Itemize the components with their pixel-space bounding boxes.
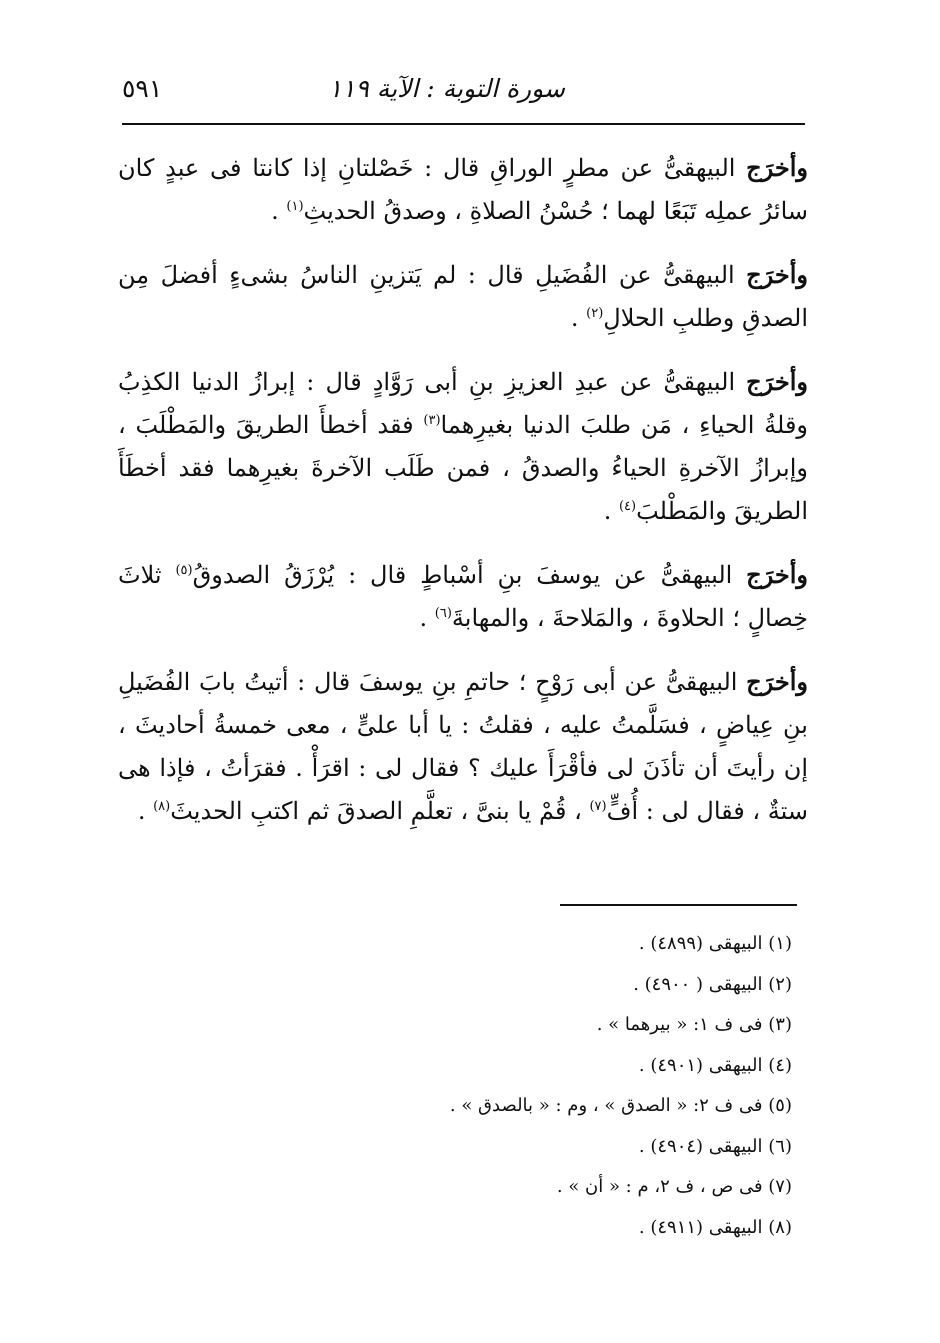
footnote-7: (٧) فى ص ، ف ٢، م : « أن » . — [556, 1176, 792, 1197]
footnote-6: (٦) البيهقى (٤٩٠٤) . — [638, 1135, 792, 1157]
paragraph-text: البيهقىُّ عن يوسفَ بنِ أسْباطٍ قال : يُرْزَقُ الصدوقُ — [192, 561, 747, 589]
paragraph-lead: وأخرَج — [746, 367, 808, 396]
footnotes — [300, 924, 792, 1248]
footnote-ref-3[interactable]: (٣) — [423, 413, 441, 428]
footnote-2: (٢) البيهقى ( ٤٩٠٠) . — [633, 973, 792, 995]
paragraph-text-continued: ، قُمْ يا بنىَّ ، تعلَّمِ الصدقَ ثم اكتبِ الحديثَ — [170, 797, 590, 825]
paragraph-4 — [118, 553, 808, 640]
footnote-ref-8[interactable]: (٨) — [153, 799, 171, 814]
page-header — [122, 68, 805, 120]
paragraph-text: البيهقىُّ عن مطرٍ الوراقِ قال : خَصْلتانِ إذا كانتا فى عبدٍ كان سائرُ عملِه تَبَعًا لهما ؛ حُسْنُ الصلاةِ ، وصدقُ الحديثِ — [118, 154, 808, 225]
footnote-1: (١) البيهقى (٤٨٩٩) . — [638, 933, 792, 954]
paragraph-tail: . — [271, 197, 287, 225]
paragraph-lead: وأخرَج — [746, 667, 808, 696]
paragraph-lead: وأخرَج — [746, 153, 808, 182]
paragraph-text: البيهقىُّ عن أبى رَوْحٍ ؛ حاتمِ بنِ يوسفَ قال : أتيتُ بابَ الفُضَيلِ بنِ عِياضٍ ، فسَلَّمتُ عليه ، فقلتُ : يا أبا علىٍّ ، معى خمسةُ أحاديثَ ، إن رأيتَ أن تأذَنَ لى فأقْرَأَ عليك ؟ فقال لى : اقرَأْ . فقرَأتُ ، فإذا هى ستةٌ ، فقال لى : أُفٍّ — [118, 668, 808, 825]
paragraph-text-continued: ثلاثَ خِصالٍ ؛ الحلاوةَ ، والمَلاحةَ ، والمهابةَ — [118, 561, 808, 632]
footnote-ref-2[interactable]: (٢) — [586, 306, 604, 321]
paragraph-tail: . — [570, 304, 587, 332]
header-rule — [122, 123, 805, 125]
paragraph-tail: . — [603, 497, 619, 525]
footnote-ref-5[interactable]: (٥) — [175, 563, 193, 578]
page-number: ٥٩١ — [122, 74, 163, 103]
footnote-ref-7[interactable]: (٧) — [589, 799, 607, 814]
footnote-ref-6[interactable]: (٦) — [434, 606, 452, 621]
paragraph-3 — [118, 360, 808, 533]
footnote-8: (٨) البيهقى (٤٩١١) . — [638, 1216, 792, 1238]
paragraph-2 — [118, 253, 808, 340]
footnote-3: (٣) فى ف ١: « بيرهما » . — [596, 1014, 792, 1035]
paragraph-text-continued: فقد أخطأَ الطريقَ والمَطْلَبَ ، وإبرازُ الآخرةِ الحياءُ والصدقُ ، فمن طَلَب الآخرةَ بغيرِهما فقد أخطَأَ الطريقَ والمَطْلبَ — [118, 411, 808, 525]
paragraph-tail: . — [137, 797, 154, 825]
paragraph-text: البيهقىُّ عن عبدِ العزيزِ بنِ أبى رَوَّادٍ قال : إبرازُ الدنيا الكذِبُ وقلةُ الحياءِ ، مَن طلبَ الدنيا بغيرِهما — [118, 368, 809, 439]
footnote-rule — [560, 904, 797, 906]
paragraph-lead: وأخرَج — [746, 560, 808, 589]
footnote-4: (٤) البيهقى (٤٩٠١) . — [638, 1054, 792, 1076]
footnote-ref-4[interactable]: (٤) — [618, 499, 637, 514]
paragraph-lead: وأخرَج — [746, 260, 808, 289]
footnote-ref-1[interactable]: (١) — [286, 199, 304, 214]
paragraph-text: البيهقىُّ عن الفُضَيلِ قال : لم يَتزينِ الناسُ بشىءٍ أفضلَ مِن الصدقِ وطلبِ الحلالِ — [118, 261, 808, 332]
paragraph-1 — [118, 146, 808, 233]
main-text — [118, 146, 808, 853]
paragraph-tail: . — [419, 604, 435, 632]
footnote-5: (٥) فى ف ٢: « الصدق » ، وم : « بالصدق » . — [449, 1095, 792, 1116]
running-title: سورة التوبة : الآية ١١٩ — [328, 74, 565, 103]
paragraph-5 — [118, 660, 808, 833]
